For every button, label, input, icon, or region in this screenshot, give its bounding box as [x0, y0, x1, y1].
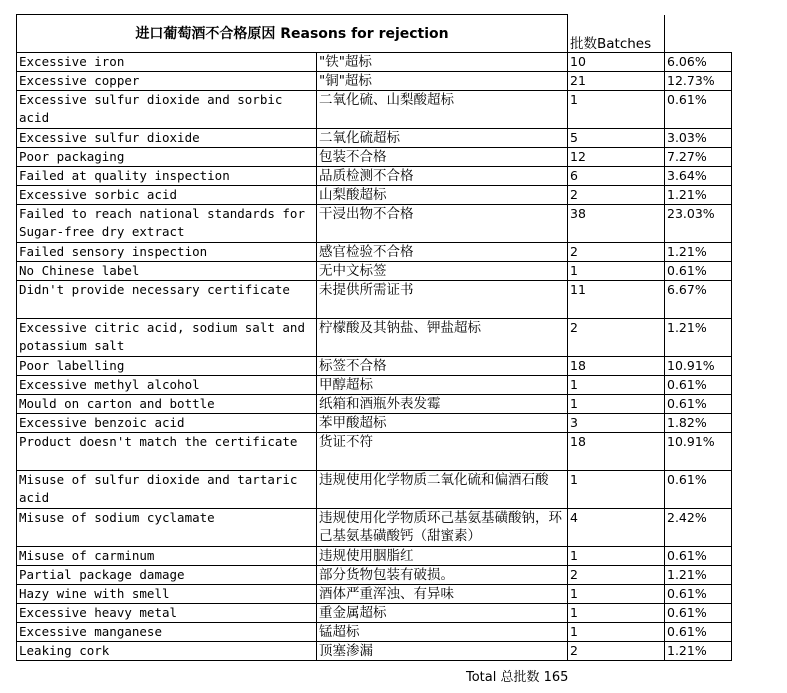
percent-cell: 7.27%: [665, 148, 732, 167]
table-row: [17, 566, 732, 585]
reason-en-cell: Excessive benzoic acid: [17, 414, 317, 433]
percent-cell: 0.61%: [665, 623, 732, 642]
batches-cell: 1: [568, 262, 665, 281]
reason-en-cell: Misuse of sodium cyclamate: [17, 509, 317, 547]
reason-zh-cell: 违规使用胭脂红: [317, 547, 568, 566]
percent-cell: 1.21%: [665, 186, 732, 205]
reason-zh-cell: 品质检测不合格: [317, 167, 568, 186]
batches-cell: 1: [568, 604, 665, 623]
batches-cell: 2: [568, 642, 665, 661]
batches-cell: 2: [568, 319, 665, 357]
reason-zh-cell: 感官检验不合格: [317, 243, 568, 262]
reason-en-cell: Misuse of sulfur dioxide and tartaric acid: [17, 471, 317, 509]
table-row: [17, 167, 732, 186]
table-row: [17, 433, 732, 471]
table-row: [17, 205, 732, 243]
percent-cell: 1.21%: [665, 243, 732, 262]
reason-zh-cell: 山梨酸超标: [317, 186, 568, 205]
reason-en-cell: Failed to reach national standards for Sugar-free dry extract: [17, 205, 317, 243]
table-row: [17, 376, 732, 395]
table-row: [17, 623, 732, 642]
table-row: [17, 471, 732, 509]
batches-cell: 1: [568, 395, 665, 414]
percent-cell: 6.67%: [665, 281, 732, 319]
batches-cell: 4: [568, 509, 665, 547]
table-title: 进口葡萄酒不合格原因 Reasons for rejection: [17, 15, 568, 53]
blank-header-cell: [665, 15, 732, 53]
table-row: [17, 509, 732, 547]
percent-cell: 0.61%: [665, 395, 732, 414]
reason-en-cell: Mould on carton and bottle: [17, 395, 317, 414]
percent-cell: 0.61%: [665, 585, 732, 604]
table-row: [17, 72, 732, 91]
reason-en-cell: Excessive heavy metal: [17, 604, 317, 623]
table-row: [17, 281, 732, 319]
reason-en-cell: Excessive methyl alcohol: [17, 376, 317, 395]
reason-zh-cell: 重金属超标: [317, 604, 568, 623]
table-row: [17, 319, 732, 357]
percent-cell: 6.06%: [665, 53, 732, 72]
batches-cell: 2: [568, 186, 665, 205]
batches-column-header: 批数Batches: [568, 15, 665, 53]
batches-cell: 1: [568, 623, 665, 642]
table-row: [17, 414, 732, 433]
total-batches: Total 总批数 165: [466, 670, 569, 685]
batches-cell: 21: [568, 72, 665, 91]
table-row: [17, 357, 732, 376]
reason-zh-cell: 锰超标: [317, 623, 568, 642]
percent-cell: 3.64%: [665, 167, 732, 186]
batches-cell: 1: [568, 547, 665, 566]
table-row: [17, 148, 732, 167]
percent-cell: 3.03%: [665, 129, 732, 148]
table-row: [17, 547, 732, 566]
table-row: [17, 642, 732, 661]
reason-zh-cell: 部分货物包装有破损。: [317, 566, 568, 585]
percent-cell: 2.42%: [665, 509, 732, 547]
reason-zh-cell: 苯甲酸超标: [317, 414, 568, 433]
percent-cell: 10.91%: [665, 357, 732, 376]
reason-en-cell: Excessive manganese: [17, 623, 317, 642]
reason-en-cell: Didn't provide necessary certificate: [17, 281, 317, 319]
table-row: [17, 186, 732, 205]
reason-zh-cell: 货证不符: [317, 433, 568, 471]
percent-cell: 1.21%: [665, 319, 732, 357]
batches-cell: 5: [568, 129, 665, 148]
batches-cell: 11: [568, 281, 665, 319]
reason-zh-cell: "铁"超标: [317, 53, 568, 72]
reason-en-cell: Poor labelling: [17, 357, 317, 376]
reason-en-cell: Excessive sorbic acid: [17, 186, 317, 205]
reason-en-cell: Excessive citric acid, sodium salt and potassium salt: [17, 319, 317, 357]
reason-en-cell: Hazy wine with smell: [17, 585, 317, 604]
reason-zh-cell: 干浸出物不合格: [317, 205, 568, 243]
reason-en-cell: No Chinese label: [17, 262, 317, 281]
reason-en-cell: Failed at quality inspection: [17, 167, 317, 186]
batches-cell: 18: [568, 357, 665, 376]
table-row: [17, 585, 732, 604]
reason-zh-cell: 柠檬酸及其钠盐、钾盐超标: [317, 319, 568, 357]
percent-cell: 0.61%: [665, 91, 732, 129]
reason-zh-cell: 标签不合格: [317, 357, 568, 376]
percent-cell: 12.73%: [665, 72, 732, 91]
table-row: [17, 129, 732, 148]
batches-cell: 1: [568, 585, 665, 604]
reason-en-cell: Poor packaging: [17, 148, 317, 167]
reason-en-cell: Excessive sulfur dioxide and sorbic acid: [17, 91, 317, 129]
table-row: [17, 395, 732, 414]
reason-en-cell: Failed sensory inspection: [17, 243, 317, 262]
percent-cell: 0.61%: [665, 471, 732, 509]
reason-en-cell: Excessive iron: [17, 53, 317, 72]
reason-en-cell: Partial package damage: [17, 566, 317, 585]
reason-zh-cell: 违规使用化学物质二氧化硫和偏酒石酸: [317, 471, 568, 509]
reason-zh-cell: 二氧化硫超标: [317, 129, 568, 148]
reason-zh-cell: 纸箱和酒瓶外表发霉: [317, 395, 568, 414]
table-row: [17, 53, 732, 72]
table-row: [17, 91, 732, 129]
reason-en-cell: Excessive copper: [17, 72, 317, 91]
batches-cell: 18: [568, 433, 665, 471]
reason-zh-cell: 甲醇超标: [317, 376, 568, 395]
reason-en-cell: Product doesn't match the certificate: [17, 433, 317, 471]
reason-en-cell: Excessive sulfur dioxide: [17, 129, 317, 148]
percent-cell: 1.82%: [665, 414, 732, 433]
reason-zh-cell: 违规使用化学物质环己基氨基磺酸钠，环己基氨基磺酸钙（甜蜜素）: [317, 509, 568, 547]
percent-cell: 0.61%: [665, 604, 732, 623]
percent-cell: 0.61%: [665, 547, 732, 566]
batches-cell: 1: [568, 471, 665, 509]
reason-zh-cell: 包装不合格: [317, 148, 568, 167]
batches-cell: 38: [568, 205, 665, 243]
batches-cell: 2: [568, 566, 665, 585]
reason-zh-cell: 二氧化硫、山梨酸超标: [317, 91, 568, 129]
rejection-reasons-table: [16, 14, 732, 661]
batches-cell: 10: [568, 53, 665, 72]
reason-zh-cell: 顶塞渗漏: [317, 642, 568, 661]
percent-cell: 10.91%: [665, 433, 732, 471]
table-row: [17, 604, 732, 623]
reason-zh-cell: 酒体严重浑浊、有异味: [317, 585, 568, 604]
reason-en-cell: Misuse of carminum: [17, 547, 317, 566]
batches-cell: 3: [568, 414, 665, 433]
reason-zh-cell: 无中文标签: [317, 262, 568, 281]
reason-zh-cell: "铜"超标: [317, 72, 568, 91]
percent-cell: 1.21%: [665, 642, 732, 661]
batches-cell: 1: [568, 91, 665, 129]
percent-cell: 0.61%: [665, 376, 732, 395]
batches-cell: 1: [568, 376, 665, 395]
batches-cell: 2: [568, 243, 665, 262]
percent-cell: 1.21%: [665, 566, 732, 585]
reason-zh-cell: 未提供所需证书: [317, 281, 568, 319]
table-row: [17, 243, 732, 262]
batches-cell: 12: [568, 148, 665, 167]
reason-en-cell: Leaking cork: [17, 642, 317, 661]
percent-cell: 23.03%: [665, 205, 732, 243]
batches-cell: 6: [568, 167, 665, 186]
percent-cell: 0.61%: [665, 262, 732, 281]
table-row: [17, 262, 732, 281]
